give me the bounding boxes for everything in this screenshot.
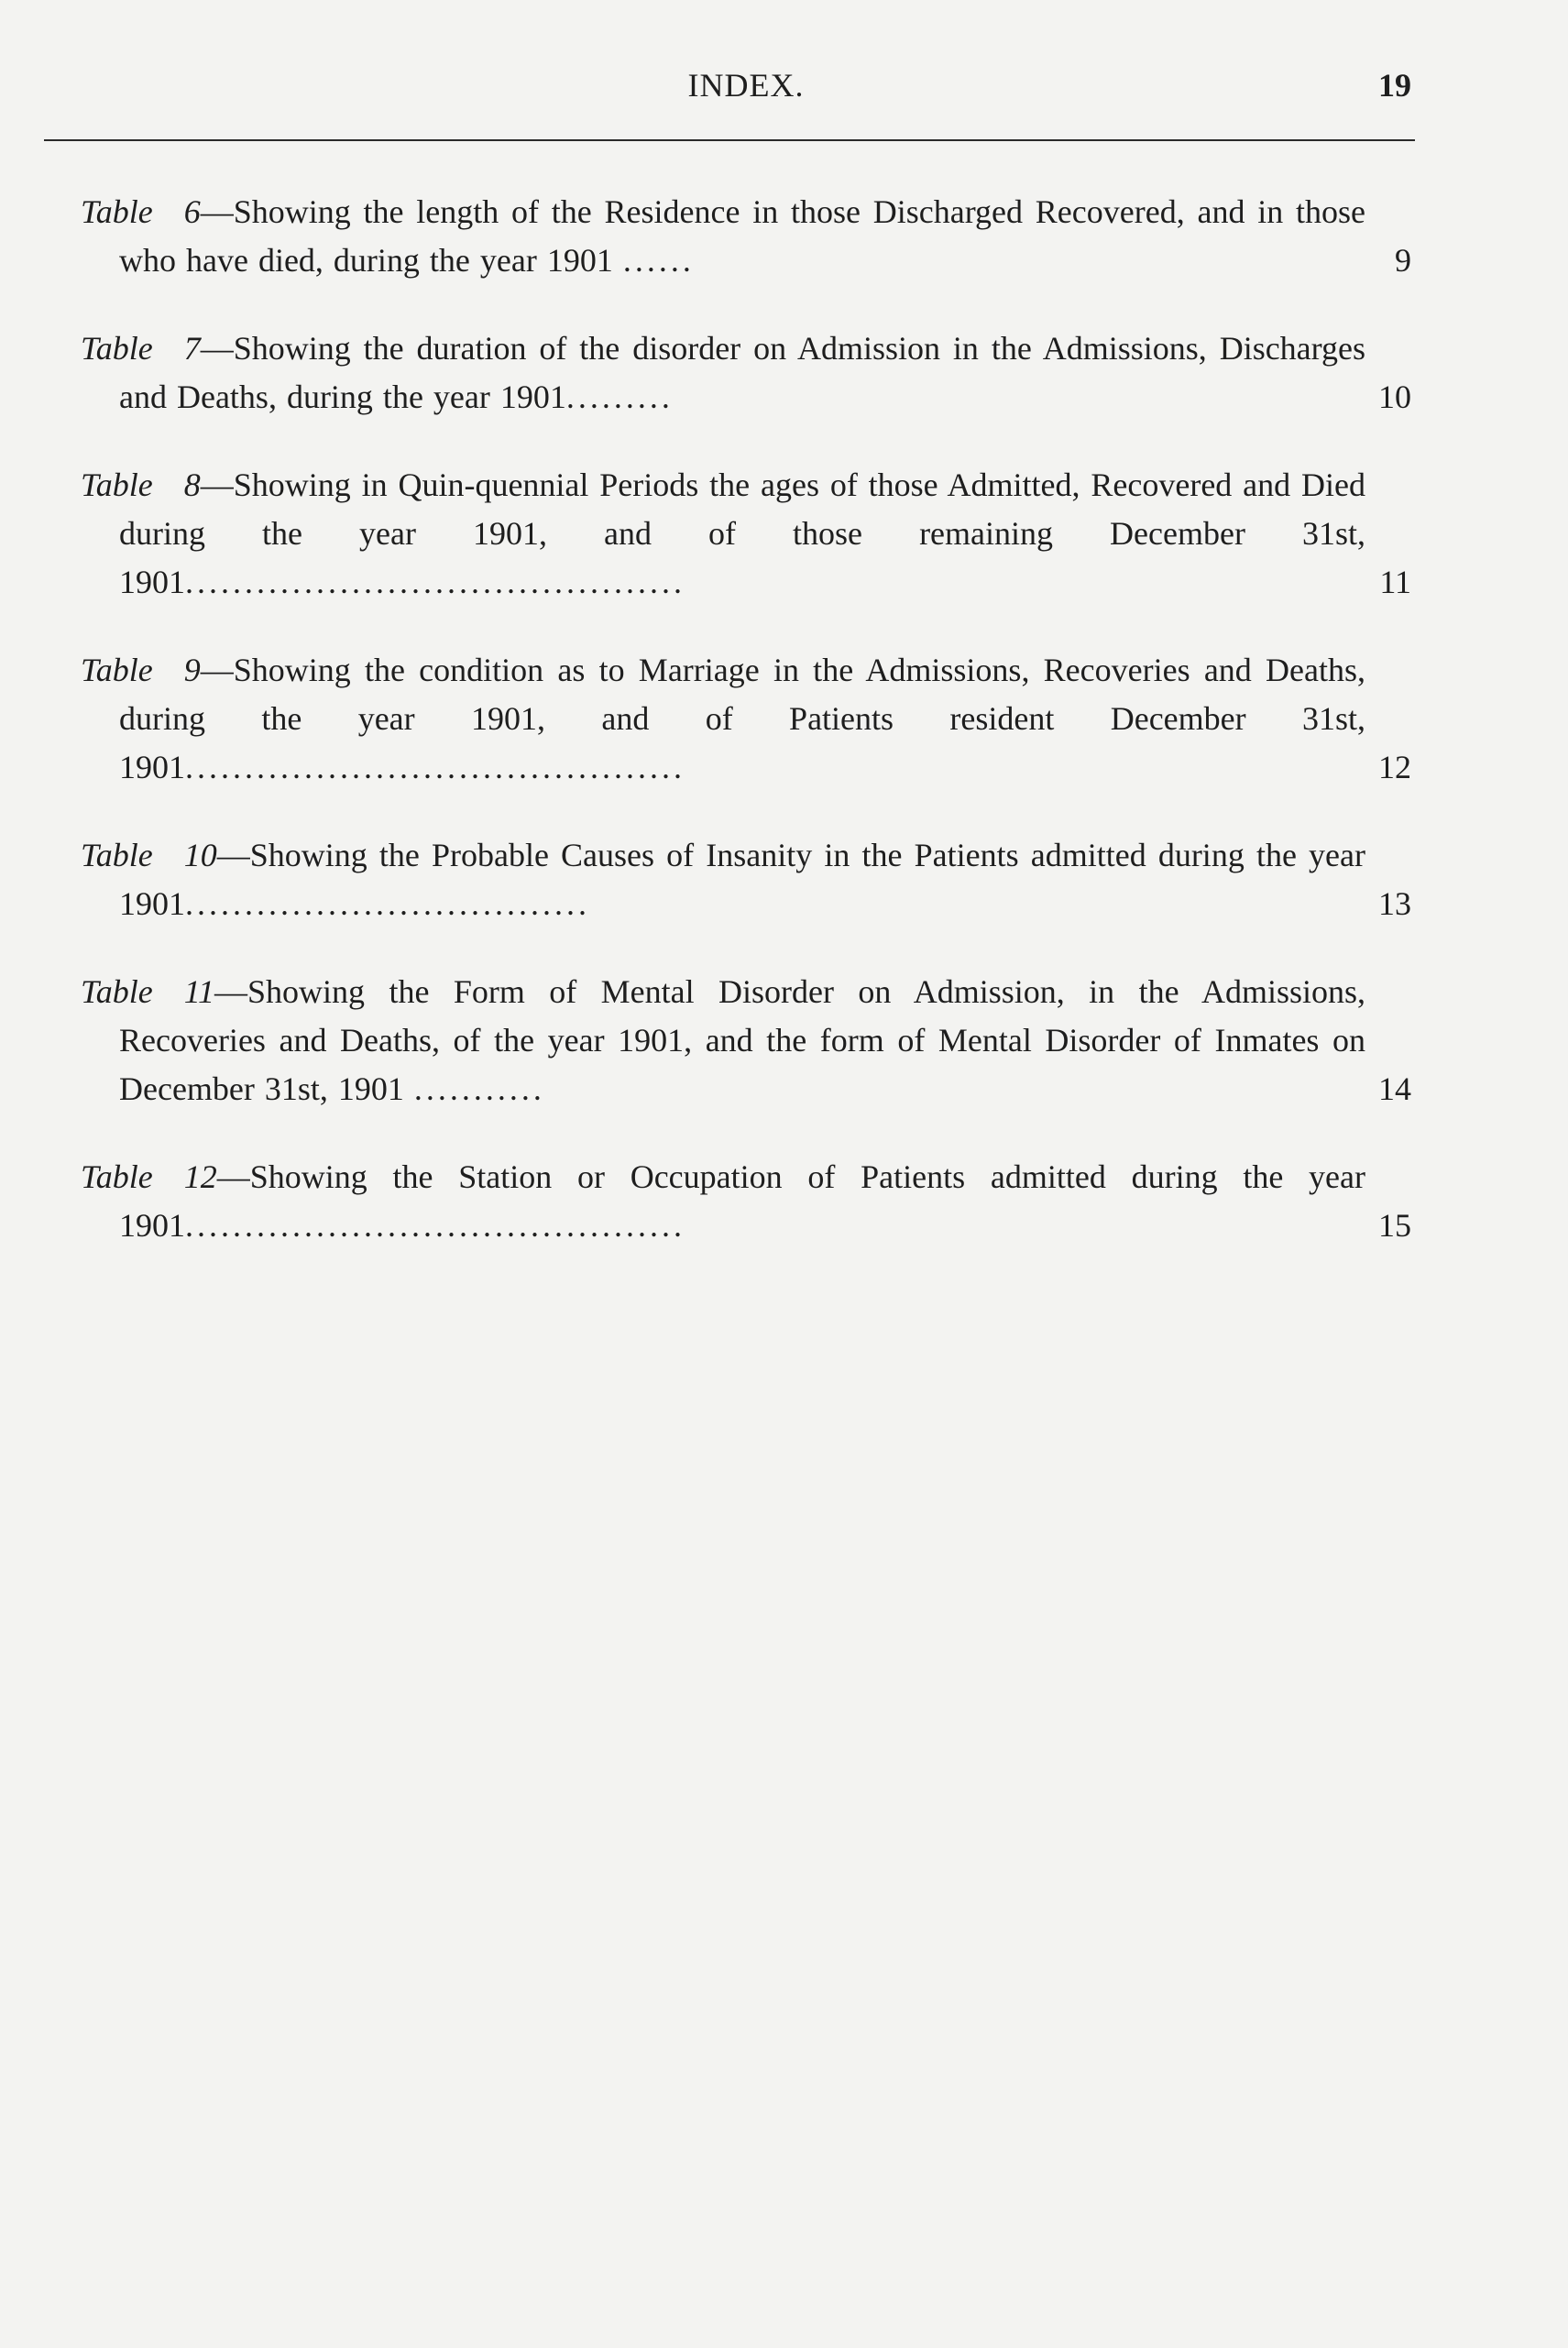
leader-dots: ...... <box>622 242 695 279</box>
entry-text: —Showing in Quin-quennial Periods the ages of those Admitted, Recovered and Died during the year 1901, and of those remaining December 31st, 1901 <box>119 466 1365 600</box>
leader-dots: .......................................... <box>185 564 685 600</box>
index-entry <box>81 646 1411 792</box>
entry-text: —Showing the condition as to Marriage in the Admissions, Recoveries and Deaths, during the year 1901, and of Patients resident December 31st, 1901 <box>119 652 1365 785</box>
entry-description <box>81 188 1365 285</box>
index-entry <box>81 1153 1411 1250</box>
entry-label: Table <box>81 1158 153 1195</box>
page-title: INDEX. <box>687 67 805 104</box>
entry-text: —Showing the length of the Residence in those Discharged Recovered, and in those who have died, during the year 1901 <box>119 193 1365 279</box>
entry-label: Table <box>81 330 153 367</box>
entry-text: —Showing the Probable Causes of Insanity in the Patients admitted during the year 1901 <box>119 837 1365 922</box>
entry-description <box>81 461 1365 607</box>
entry-description <box>81 646 1365 792</box>
leader-dots: .......................................... <box>185 749 685 785</box>
leader-dots: ......... <box>565 379 674 415</box>
entry-description <box>81 831 1365 928</box>
entry-page-number: 9 <box>1395 242 1411 279</box>
entry-label: Table <box>81 466 153 503</box>
index-entry <box>81 324 1411 422</box>
entry-table-number: 6 <box>183 193 201 230</box>
index-entry <box>81 188 1411 285</box>
entry-table-number: 11 <box>183 973 215 1010</box>
entry-table-number: 9 <box>183 652 201 688</box>
entry-description <box>81 968 1365 1114</box>
entry-description <box>81 324 1365 422</box>
entry-text: —Showing the duration of the disorder on Admission in the Admissions, Discharges and Deaths, during the year 1901 <box>119 330 1365 415</box>
leader-dots: .................................. <box>185 885 590 922</box>
index-entry <box>81 968 1411 1114</box>
index-list <box>81 188 1411 1289</box>
leader-dots: .......................................... <box>185 1207 685 1244</box>
entry-text: —Showing the Station or Occupation of Patients admitted during the year 1901 <box>119 1158 1365 1244</box>
entry-page-number: 10 <box>1378 379 1411 415</box>
entry-page-number: 13 <box>1378 885 1411 922</box>
leader-dots: ........... <box>413 1070 545 1107</box>
entry-label: Table <box>81 652 153 688</box>
entry-table-number: 7 <box>183 330 201 367</box>
page-number: 19 <box>1378 67 1411 104</box>
entry-label: Table <box>81 193 153 230</box>
entry-page-number: 14 <box>1378 1070 1411 1107</box>
index-entry <box>81 831 1411 928</box>
entry-page-number: 11 <box>1379 564 1411 600</box>
entry-table-number: 8 <box>183 466 201 503</box>
header-divider <box>44 139 1415 141</box>
entry-description <box>81 1153 1365 1250</box>
entry-page-number: 15 <box>1378 1207 1411 1244</box>
entry-page-number: 12 <box>1378 749 1411 785</box>
index-entry <box>81 461 1411 607</box>
entry-label: Table <box>81 837 153 873</box>
entry-table-number: 10 <box>183 837 217 873</box>
running-head <box>81 60 1411 115</box>
entry-text: —Showing the Form of Mental Disorder on Admission, in the Admissions, Recoveries and Deaths, of the year 1901, and the form of Mental Disorder of Inmates on December 31st, 1901 <box>119 973 1365 1107</box>
entry-table-number: 12 <box>183 1158 217 1195</box>
entry-label: Table <box>81 973 153 1010</box>
